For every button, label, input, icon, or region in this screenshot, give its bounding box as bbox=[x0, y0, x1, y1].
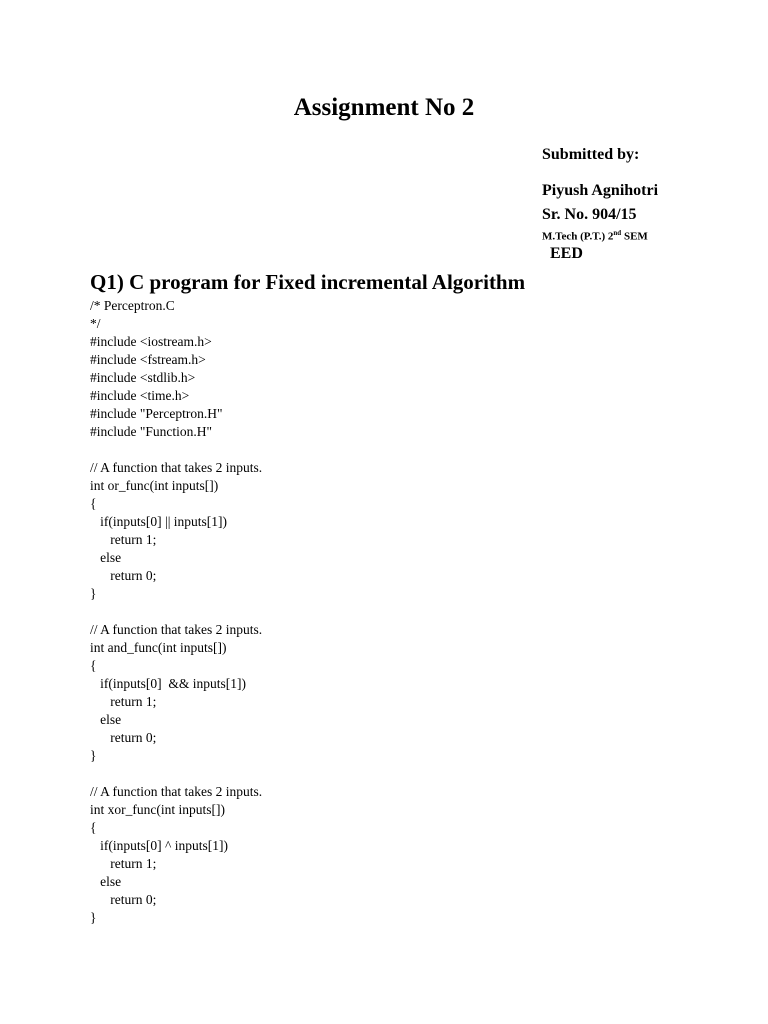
code-line: { bbox=[90, 658, 97, 673]
code-line: #include <stdlib.h> bbox=[90, 370, 196, 385]
author-department: EED bbox=[550, 245, 583, 262]
code-line: int xor_func(int inputs[]) bbox=[90, 802, 225, 817]
code-line: return 0; bbox=[90, 568, 157, 583]
course-prefix: M.Tech (P.T.) 2 bbox=[542, 230, 614, 243]
code-line: // A function that takes 2 inputs. bbox=[90, 784, 263, 799]
code-line: #include "Function.H" bbox=[90, 424, 213, 439]
code-listing bbox=[90, 297, 262, 927]
code-line: #include <iostream.h> bbox=[90, 334, 212, 349]
code-line bbox=[90, 603, 262, 621]
code-line: */ bbox=[90, 316, 101, 331]
code-line: else bbox=[90, 550, 122, 565]
code-line: return 0; bbox=[90, 892, 157, 907]
code-line: #include <fstream.h> bbox=[90, 352, 206, 367]
course-superscript: nd bbox=[613, 229, 622, 237]
document-title: Assignment No 2 bbox=[293, 94, 475, 121]
question-heading: Q1) C program for Fixed incremental Algorithm bbox=[90, 270, 526, 294]
code-line: /* Perceptron.C bbox=[90, 298, 175, 313]
code-line: else bbox=[90, 712, 122, 727]
code-line: // A function that takes 2 inputs. bbox=[90, 460, 263, 475]
code-line: { bbox=[90, 820, 97, 835]
code-line: return 0; bbox=[90, 730, 157, 745]
code-line: else bbox=[90, 874, 122, 889]
author-course bbox=[542, 229, 648, 243]
code-line: int or_func(int inputs[]) bbox=[90, 478, 219, 493]
code-line: return 1; bbox=[90, 856, 157, 871]
code-line: if(inputs[0] ^ inputs[1]) bbox=[90, 838, 228, 853]
code-line: #include <time.h> bbox=[90, 388, 190, 403]
code-line: // A function that takes 2 inputs. bbox=[90, 622, 263, 637]
code-line: } bbox=[90, 586, 97, 601]
code-line bbox=[90, 765, 262, 783]
code-line: } bbox=[90, 748, 97, 763]
code-line: if(inputs[0] && inputs[1]) bbox=[90, 676, 246, 691]
submitted-by-label: Submitted by: bbox=[542, 146, 640, 163]
code-line: int and_func(int inputs[]) bbox=[90, 640, 227, 655]
code-line: } bbox=[90, 910, 97, 925]
code-line: return 1; bbox=[90, 532, 157, 547]
author-name: Piyush Agnihotri bbox=[542, 182, 659, 199]
code-line bbox=[90, 441, 262, 459]
code-line: #include "Perceptron.H" bbox=[90, 406, 223, 421]
course-suffix: SEM bbox=[621, 230, 648, 243]
author-serial: Sr. No. 904/15 bbox=[542, 206, 637, 223]
code-line: { bbox=[90, 496, 97, 511]
code-line: return 1; bbox=[90, 694, 157, 709]
code-line: if(inputs[0] || inputs[1]) bbox=[90, 514, 228, 529]
